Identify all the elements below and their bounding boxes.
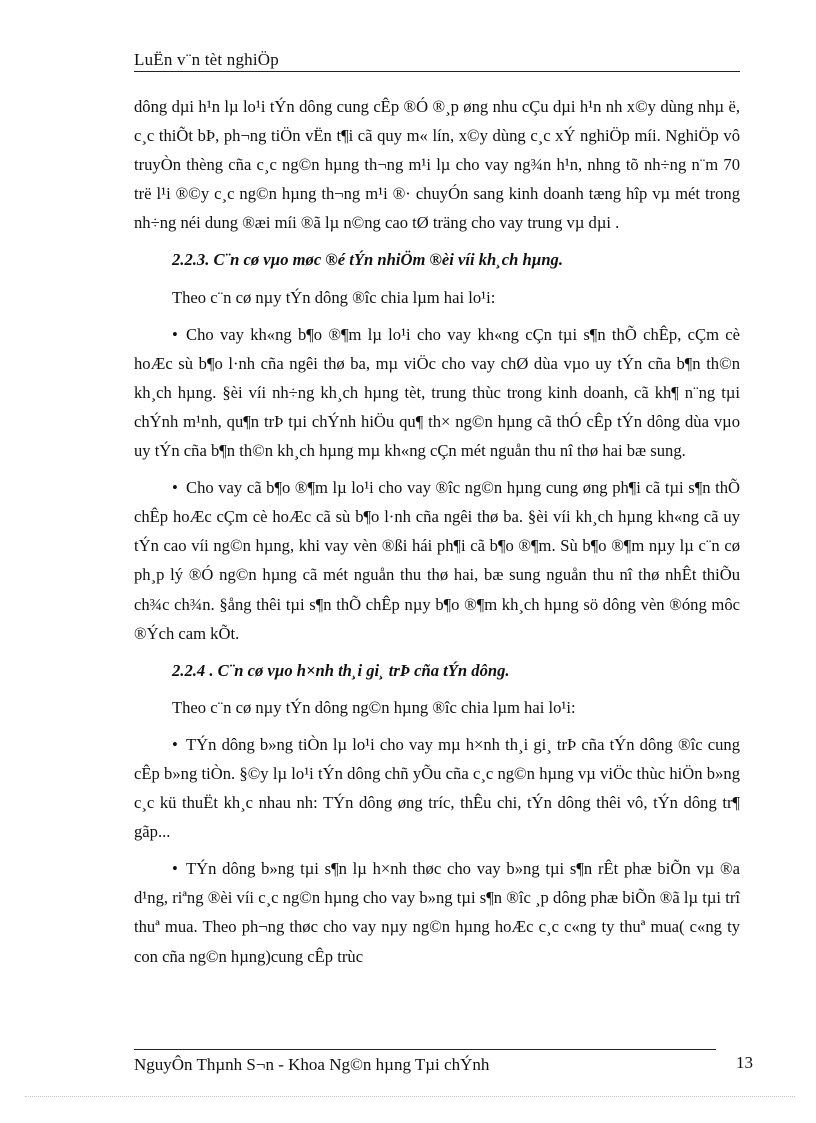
paragraph-classification-trust: Theo c¨n cø nµy tÝn dông ®îc chia lµm hai lo¹i: bbox=[172, 287, 496, 307]
bullet-text: Cho vay cã b¶o ®¶m lµ lo¹i cho vay ®îc ng©n hµng cung øng ph¶i cã tµi s¶n thÕ chÊp hoÆc cÇm cè hoÆc cã sù b¶o l·nh cña ngêi thø ba. §èi víi kh¸ch hµng kh«ng cã uy tÝn cao víi ng©n hµng, khi vay vèn ®ßi hái ph¶i cã b¶o ®¶m. Sù b¶o ®¶m nµy lµ c¨n cø ph¸p lý ®Ó ng©n hµng cã mét nguån thu thø hai, bæ sung nguån thu nî thø nhÊt thiÕu ch¾c ch¾n. §ång thêi tµi s¶n thÕ chÊp nµy b¶o ®¶m kh¸ch hµng sö dông vèn ®óng môc ®Ých cam kÕt. bbox=[134, 478, 740, 643]
footer-author: NguyÔn Thµnh S¬n - Khoa Ng©n hµng Tµi chÝnh bbox=[134, 1055, 490, 1074]
bullet-text: Cho vay kh«ng b¶o ®¶m lµ lo¹i cho vay kh«ng cÇn tµi s¶n thÕ chÊp, cÇm cè hoÆc sù b¶o l·nh cña ngêi thø ba, mµ viÖc cho vay chØ dùa vµo uy tÝn cña b¶n th©n kh¸ch hµng. §èi víi nh÷ng kh¸ch hµng tèt, trung thùc trong kinh doanh, cã kh¶ n¨ng tµi chÝnh m¹nh, qu¶n trÞ tµi chÝnh hiÖu qu¶ th× ng©n hµng cã thÓ cÊp tÝn dông dùa vµo uy tÝn cña b¶n th©n kh¸ch hµng mµ kh«ng cÇn mét nguån thu nî thø hai bæ sung. bbox=[134, 324, 740, 461]
section-heading-2-2-4: 2.2.4 . C¨n cø vµo h×nh th¸i gi¸ trÞ cña tÝn dông. bbox=[172, 660, 510, 680]
bullet-text: TÝn dông b»ng tiÒn lµ lo¹i cho vay mµ h×nh th¸i gi¸ trÞ cña tÝn dông ®îc cung cÊp b»ng tiÒn. §©y lµ lo¹i tÝn dông chñ yÕu cña c¸c ng©n hµng vµ viÖc thùc hiÖn b»ng c¸c kü thuËt kh¸c nhau nh: TÝn dông øng tríc, thÊu chi, tÝn dông thêi vô, tÝn dông tr¶ gãp... bbox=[134, 734, 740, 842]
page-number: 13 bbox=[736, 1053, 753, 1072]
header-title: LuËn v¨n tèt nghiÖp bbox=[134, 50, 279, 69]
bullet-secured-loan bbox=[134, 473, 740, 648]
paragraph-intro: dông dµi h¹n lµ lo¹i tÝn dông cung cÊp ®Ó ®¸p øng nhu cÇu dµi h¹n nh x©y dùng nhµ ë, c¸c thiÕt bÞ, ph¬ng tiÖn vËn t¶i cã quy m« lín, x©y dùng c¸c xÝ nghiÖp míi. NghiÖp vô truyÒn thèng cña c¸c ng©n hµng th¬ng m¹i lµ cho vay ng¾n h¹n, nhng tõ nh÷ng n¨m 70 trë l¹i ®©y c¸c ng©n hµng th¬ng m¹i ®· chuyÓn sang kinh doanh tæng hîp vµ mét trong nh÷ng néi dung ®æi míi ®ã lµ n©ng cao tØ träng cho vay trung vµ dµi . bbox=[134, 97, 740, 233]
footer-rule bbox=[134, 1049, 716, 1050]
header-rule bbox=[134, 71, 740, 72]
bullet-icon: • bbox=[172, 859, 178, 879]
bullet-cash-credit bbox=[134, 730, 740, 846]
section-heading-2-2-3: 2.2.3. C¨n cø vµo møc ®é tÝn nhiÖm ®èi víi kh¸ch hµng. bbox=[172, 250, 564, 270]
bullet-icon: • bbox=[172, 734, 178, 754]
bullet-unsecured-loan bbox=[134, 320, 740, 465]
bullet-icon: • bbox=[172, 324, 178, 344]
document-body bbox=[134, 92, 740, 971]
bullet-text: TÝn dông b»ng tµi s¶n lµ h×nh thøc cho vay b»ng tµi s¶n rÊt phæ biÕn vµ ®a d¹ng, riªng ®èi víi c¸c ng©n hµng cho vay b»ng tµi s¶n ®îc ¸p dông phæ biÕn ®ã lµ tµi trî thuª mua. Theo ph¬ng thøc cho vay nµy ng©n hµng hoÆc c¸c c«ng ty thuª mua( c«ng ty con cña ng©n hµng)cung cÊp trùc bbox=[134, 859, 740, 966]
paragraph-classification-value: Theo c¨n cø nµy tÝn dông ng©n hµng ®îc chia lµm hai lo¹i: bbox=[172, 697, 576, 717]
bullet-icon: • bbox=[172, 478, 178, 498]
bullet-asset-credit bbox=[134, 854, 740, 970]
page-break-divider bbox=[25, 1096, 795, 1097]
